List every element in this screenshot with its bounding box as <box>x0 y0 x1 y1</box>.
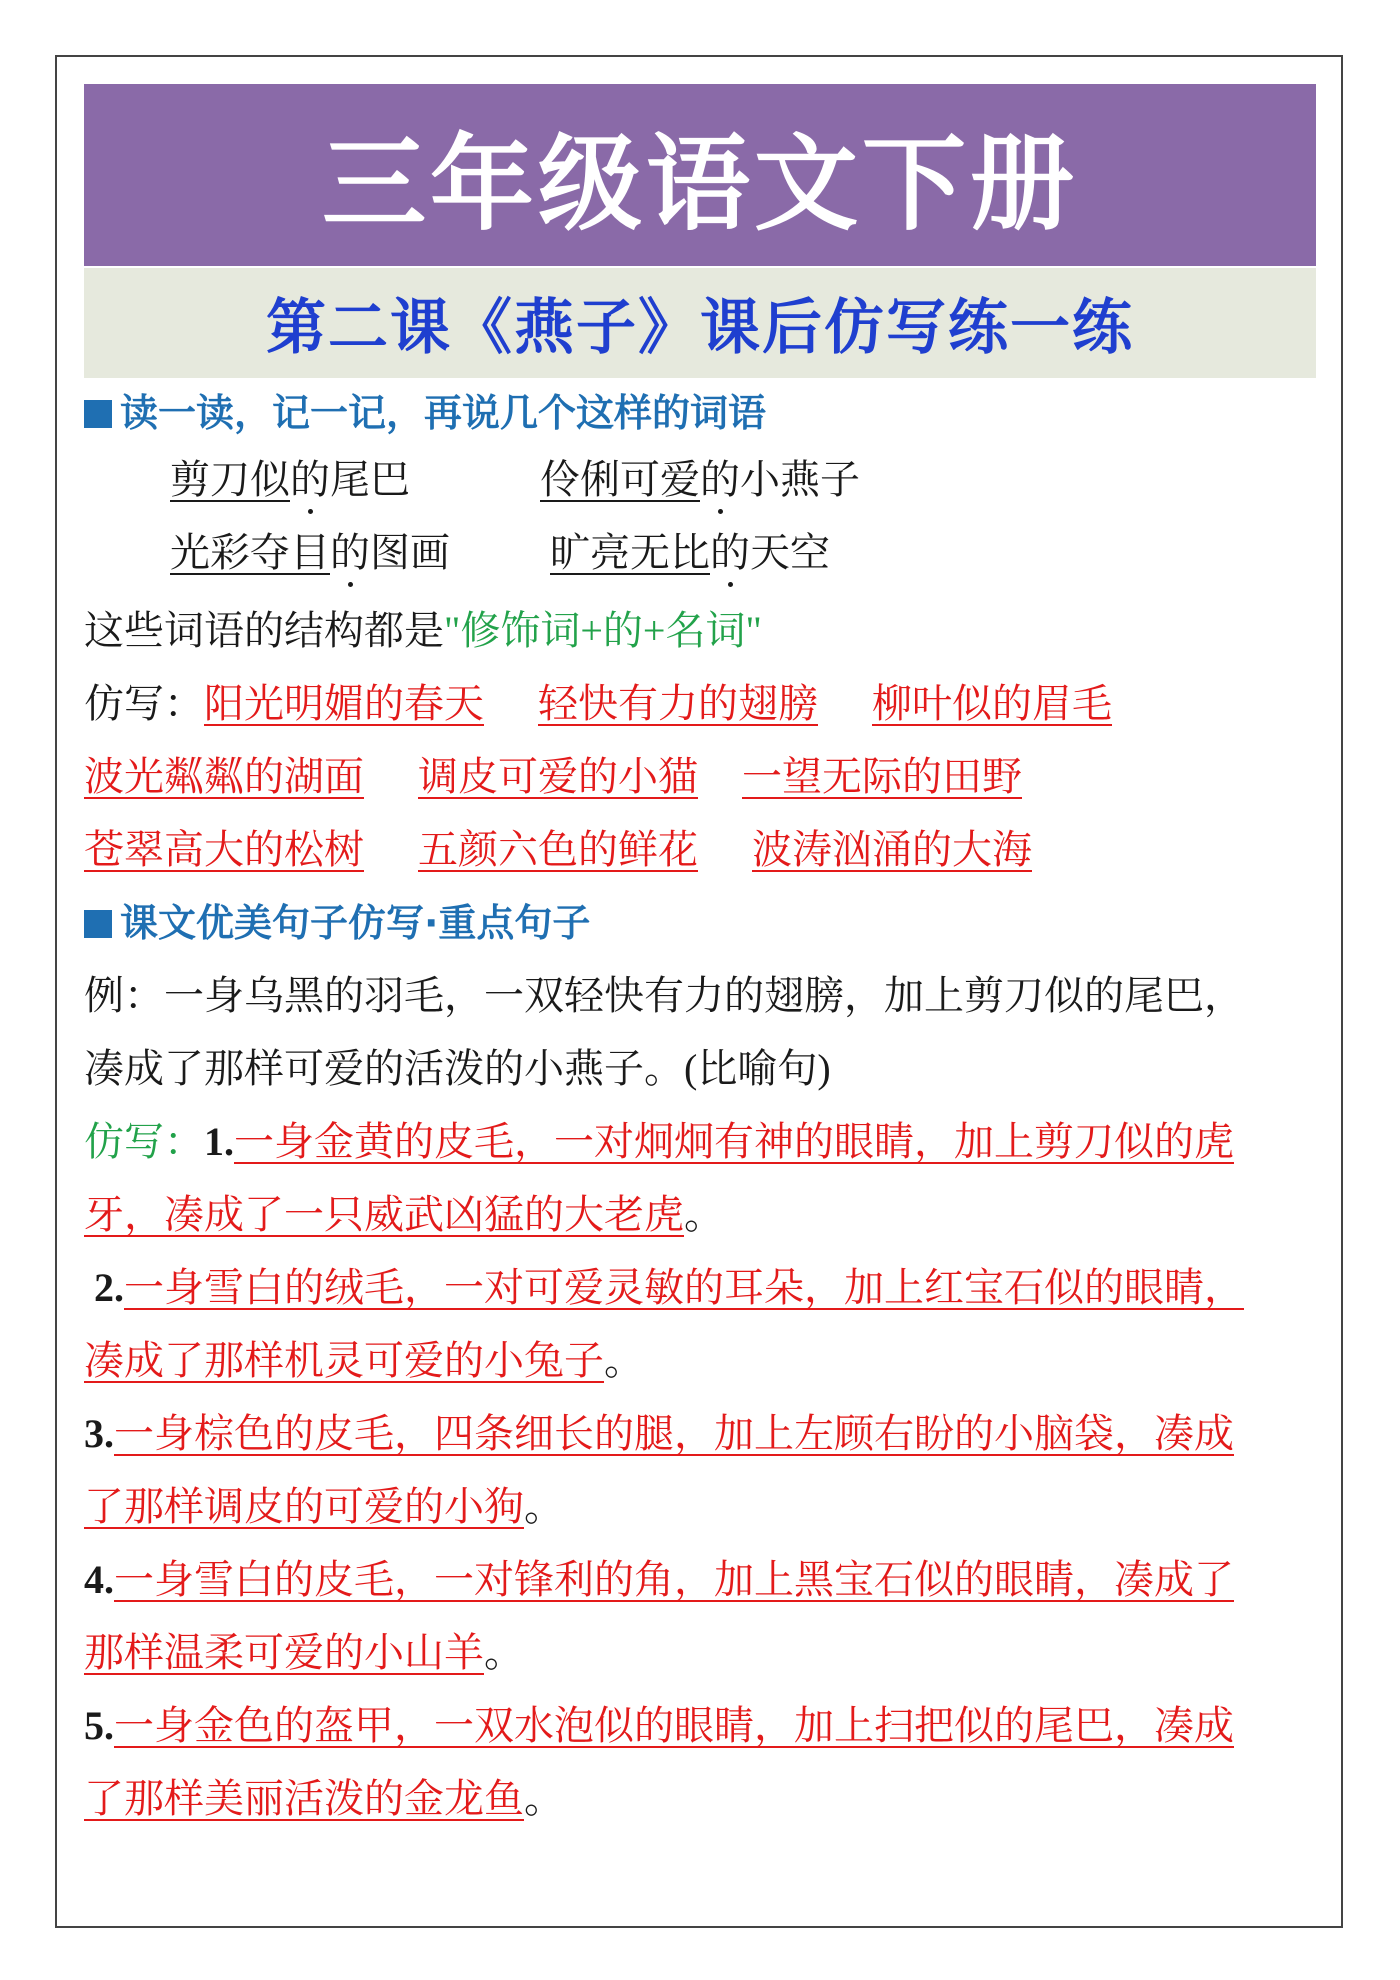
imitation-text: 一身金黄的皮毛，一对炯炯有神的眼睛，加上剪刀似的虎 <box>234 1119 1234 1164</box>
sentence-end: 。 <box>604 1338 644 1383</box>
answer-phrase: 五颜六色的鲜花 <box>418 827 698 872</box>
imitation-text: 那样温柔可爱的小山羊 <box>84 1630 484 1675</box>
answer-phrase: 柳叶似的眉毛 <box>872 681 1112 726</box>
imitation-4-line2 <box>84 1625 524 1681</box>
example-de: 的 <box>290 457 330 502</box>
example-sentence-line1: 例：一身乌黑的羽毛，一双轻快有力的翅膀，加上剪刀似的尾巴， <box>84 973 1244 1018</box>
lesson-title: 第二课《燕子》课后仿写练一练 <box>266 293 1134 363</box>
answers-row-1 <box>84 676 1112 732</box>
structure-formula: "修饰词+的+名词" <box>444 608 762 653</box>
example-phrase-3 <box>170 525 450 581</box>
section1-heading <box>84 385 766 441</box>
answers-row-2 <box>84 749 1022 805</box>
example-noun: 小燕子 <box>740 457 860 502</box>
square-bullet-icon <box>84 400 112 428</box>
answer-phrase: 一望无际的田野 <box>742 754 1022 799</box>
example-phrase-2 <box>540 452 860 508</box>
section1-heading-text: 读一读，记一记，再说几个这样的词语 <box>120 391 767 435</box>
title-banner <box>84 84 1316 266</box>
structure-prefix: 这些词语的结构都是 <box>84 608 444 653</box>
answer-phrase: 轻快有力的翅膀 <box>538 681 818 726</box>
example-modifier: 光彩夺目 <box>170 530 330 575</box>
imitation-3-line2 <box>84 1479 564 1535</box>
imitation-5-line2 <box>84 1771 564 1827</box>
imitate-label: 仿写： <box>84 1119 204 1164</box>
example-modifier: 剪刀似 <box>170 457 290 502</box>
example-sentence-line2: 凑成了那样可爱的活泼的小燕子。(比喻句) <box>84 1046 831 1091</box>
imitation-text: 了那样调皮的可爱的小狗 <box>84 1484 524 1529</box>
imitation-1-line2 <box>84 1187 724 1243</box>
item-number: 5. <box>84 1703 114 1748</box>
imitation-3-line1 <box>84 1406 1234 1462</box>
imitate-label: 仿写： <box>84 681 204 726</box>
sentence-end: 。 <box>524 1776 564 1821</box>
imitation-5-line1 <box>84 1698 1234 1754</box>
structure-note <box>84 603 762 659</box>
example-modifier: 旷亮无比 <box>550 530 710 575</box>
answer-phrase: 阳光明媚的春天 <box>204 681 484 726</box>
imitation-text: 了那样美丽活泼的金龙鱼 <box>84 1776 524 1821</box>
item-number: 3. <box>84 1411 114 1456</box>
item-number: 4. <box>84 1557 114 1602</box>
section2-heading-text: 课文优美句子仿写·重点句子 <box>120 901 591 945</box>
answer-phrase: 调皮可爱的小猫 <box>418 754 698 799</box>
imitation-2-line1 <box>94 1260 1244 1316</box>
example-noun: 尾巴 <box>330 457 410 502</box>
imitation-text: 凑成了那样机灵可爱的小兔子 <box>84 1338 604 1383</box>
imitation-2-line2 <box>84 1333 644 1389</box>
sentence-end: 。 <box>484 1630 524 1675</box>
imitation-text: 牙，凑成了一只威武凶猛的大老虎 <box>84 1192 684 1237</box>
square-bullet-icon <box>84 910 112 938</box>
item-number: 1. <box>204 1119 234 1164</box>
sentence-end: 。 <box>684 1192 724 1237</box>
sentence-end: 。 <box>524 1484 564 1529</box>
example-noun: 天空 <box>750 530 830 575</box>
example-phrase-4 <box>550 525 830 581</box>
example-modifier: 伶俐可爱 <box>540 457 700 502</box>
item-number: 2. <box>94 1265 124 1310</box>
answer-phrase: 苍翠高大的松树 <box>84 827 364 872</box>
subtitle-banner <box>84 268 1316 378</box>
answer-phrase: 波涛汹涌的大海 <box>752 827 1032 872</box>
example-de: 的 <box>710 530 750 575</box>
example-noun: 图画 <box>370 530 450 575</box>
imitation-1-line1 <box>84 1114 1234 1170</box>
section2-heading <box>84 895 590 951</box>
imitation-text: 一身雪白的绒毛，一对可爱灵敏的耳朵，加上红宝石似的眼睛， <box>124 1265 1244 1310</box>
imitation-4-line1 <box>84 1552 1234 1608</box>
page-title: 三年级语文下册 <box>321 122 1078 245</box>
imitation-text: 一身雪白的皮毛，一对锋利的角，加上黑宝石似的眼睛，凑成了 <box>114 1557 1234 1602</box>
imitation-text: 一身金色的盔甲，一双水泡似的眼睛，加上扫把似的尾巴，凑成 <box>114 1703 1234 1748</box>
example-phrase-1 <box>170 452 410 508</box>
answers-row-3 <box>84 822 1032 878</box>
example-de: 的 <box>330 530 370 575</box>
imitation-text: 一身棕色的皮毛，四条细长的腿，加上左顾右盼的小脑袋，凑成 <box>114 1411 1234 1456</box>
answer-phrase: 波光粼粼的湖面 <box>84 754 364 799</box>
example-de: 的 <box>700 457 740 502</box>
